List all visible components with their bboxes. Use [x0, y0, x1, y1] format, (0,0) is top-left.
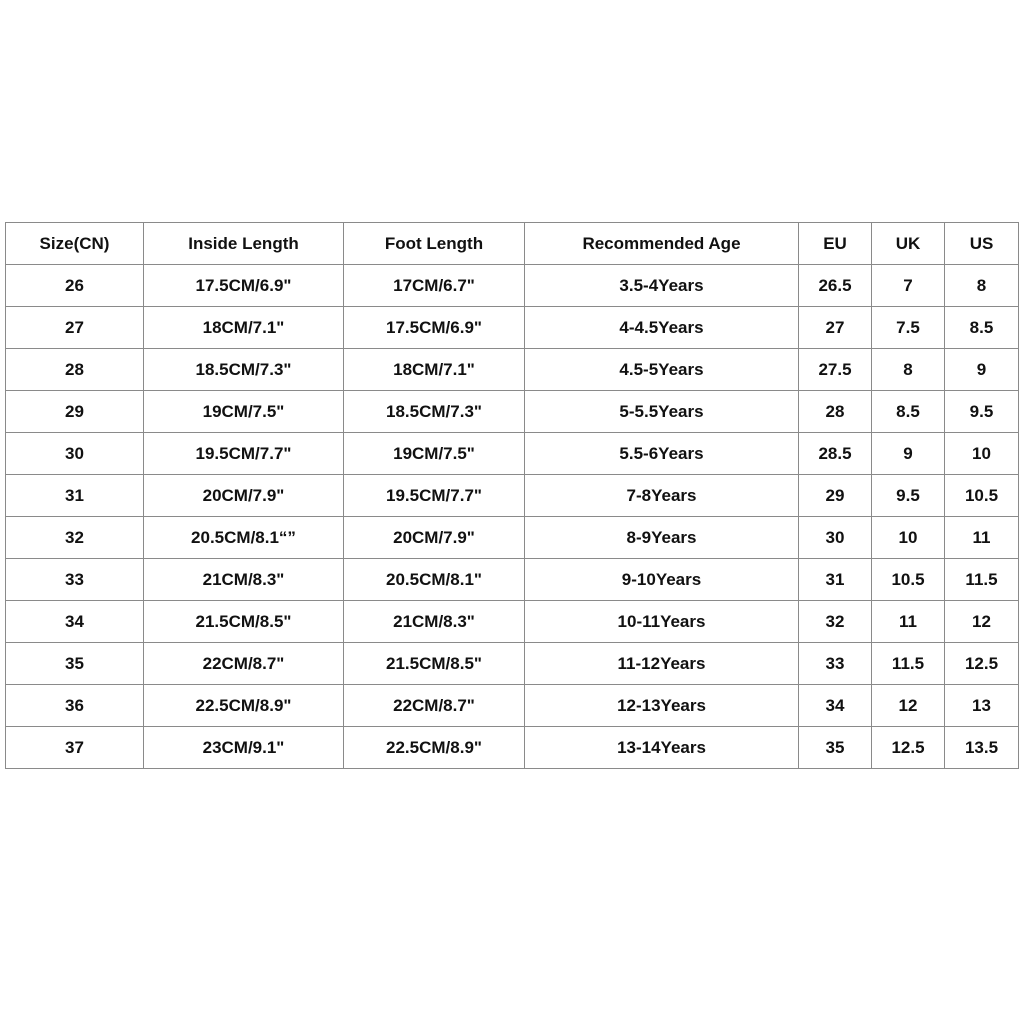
- cell-eu: 35: [799, 727, 872, 769]
- size-chart-body: [6, 265, 1019, 769]
- cell-size-cn: 33: [6, 559, 144, 601]
- header-foot-length: Foot Length: [344, 223, 525, 265]
- header-recommended-age: Recommended Age: [525, 223, 799, 265]
- cell-inside-length: 22.5CM/8.9": [144, 685, 344, 727]
- cell-eu: 33: [799, 643, 872, 685]
- size-chart-table: [5, 222, 1019, 769]
- cell-inside-length: 21.5CM/8.5": [144, 601, 344, 643]
- table-row: [6, 433, 1019, 475]
- cell-inside-length: 19.5CM/7.7": [144, 433, 344, 475]
- cell-uk: 10.5: [872, 559, 945, 601]
- cell-uk: 9: [872, 433, 945, 475]
- cell-foot-length: 21CM/8.3": [344, 601, 525, 643]
- table-row: [6, 307, 1019, 349]
- cell-inside-length: 19CM/7.5": [144, 391, 344, 433]
- cell-us: 13.5: [945, 727, 1019, 769]
- header-eu: EU: [799, 223, 872, 265]
- cell-inside-length: 22CM/8.7": [144, 643, 344, 685]
- cell-recommended-age: 10-11Years: [525, 601, 799, 643]
- cell-foot-length: 17.5CM/6.9": [344, 307, 525, 349]
- cell-us: 8: [945, 265, 1019, 307]
- cell-size-cn: 27: [6, 307, 144, 349]
- cell-eu: 26.5: [799, 265, 872, 307]
- cell-us: 12: [945, 601, 1019, 643]
- cell-uk: 12: [872, 685, 945, 727]
- cell-foot-length: 17CM/6.7": [344, 265, 525, 307]
- cell-uk: 7.5: [872, 307, 945, 349]
- cell-uk: 12.5: [872, 727, 945, 769]
- cell-eu: 30: [799, 517, 872, 559]
- table-row: [6, 601, 1019, 643]
- cell-inside-length: 18.5CM/7.3": [144, 349, 344, 391]
- cell-eu: 29: [799, 475, 872, 517]
- cell-recommended-age: 8-9Years: [525, 517, 799, 559]
- cell-size-cn: 28: [6, 349, 144, 391]
- table-row: [6, 559, 1019, 601]
- cell-recommended-age: 5.5-6Years: [525, 433, 799, 475]
- cell-uk: 9.5: [872, 475, 945, 517]
- cell-foot-length: 20CM/7.9": [344, 517, 525, 559]
- cell-recommended-age: 5-5.5Years: [525, 391, 799, 433]
- cell-size-cn: 36: [6, 685, 144, 727]
- cell-recommended-age: 11-12Years: [525, 643, 799, 685]
- cell-size-cn: 37: [6, 727, 144, 769]
- cell-inside-length: 17.5CM/6.9": [144, 265, 344, 307]
- table-row: [6, 727, 1019, 769]
- cell-size-cn: 29: [6, 391, 144, 433]
- cell-eu: 34: [799, 685, 872, 727]
- header-size-cn: Size(CN): [6, 223, 144, 265]
- cell-recommended-age: 3.5-4Years: [525, 265, 799, 307]
- cell-uk: 11.5: [872, 643, 945, 685]
- cell-us: 10.5: [945, 475, 1019, 517]
- cell-inside-length: 18CM/7.1": [144, 307, 344, 349]
- cell-foot-length: 22.5CM/8.9": [344, 727, 525, 769]
- table-header-row: [6, 223, 1019, 265]
- cell-recommended-age: 9-10Years: [525, 559, 799, 601]
- cell-eu: 27.5: [799, 349, 872, 391]
- cell-size-cn: 35: [6, 643, 144, 685]
- cell-us: 11: [945, 517, 1019, 559]
- cell-recommended-age: 4.5-5Years: [525, 349, 799, 391]
- table-row: [6, 517, 1019, 559]
- cell-foot-length: 19CM/7.5": [344, 433, 525, 475]
- cell-uk: 8: [872, 349, 945, 391]
- cell-foot-length: 22CM/8.7": [344, 685, 525, 727]
- cell-foot-length: 20.5CM/8.1": [344, 559, 525, 601]
- cell-us: 11.5: [945, 559, 1019, 601]
- cell-us: 9.5: [945, 391, 1019, 433]
- cell-uk: 11: [872, 601, 945, 643]
- table-row: [6, 685, 1019, 727]
- cell-foot-length: 18CM/7.1": [344, 349, 525, 391]
- cell-recommended-age: 12-13Years: [525, 685, 799, 727]
- cell-recommended-age: 7-8Years: [525, 475, 799, 517]
- cell-inside-length: 23CM/9.1": [144, 727, 344, 769]
- table-row: [6, 265, 1019, 307]
- header-inside-length: Inside Length: [144, 223, 344, 265]
- cell-uk: 10: [872, 517, 945, 559]
- cell-inside-length: 21CM/8.3": [144, 559, 344, 601]
- cell-uk: 8.5: [872, 391, 945, 433]
- cell-eu: 32: [799, 601, 872, 643]
- cell-us: 10: [945, 433, 1019, 475]
- header-us: US: [945, 223, 1019, 265]
- cell-uk: 7: [872, 265, 945, 307]
- cell-inside-length: 20CM/7.9": [144, 475, 344, 517]
- table-row: [6, 643, 1019, 685]
- cell-size-cn: 26: [6, 265, 144, 307]
- cell-inside-length: 20.5CM/8.1“”: [144, 517, 344, 559]
- cell-eu: 31: [799, 559, 872, 601]
- cell-size-cn: 32: [6, 517, 144, 559]
- table-row: [6, 349, 1019, 391]
- cell-us: 8.5: [945, 307, 1019, 349]
- table-row: [6, 391, 1019, 433]
- cell-eu: 27: [799, 307, 872, 349]
- cell-us: 13: [945, 685, 1019, 727]
- table-row: [6, 475, 1019, 517]
- cell-foot-length: 18.5CM/7.3": [344, 391, 525, 433]
- cell-us: 9: [945, 349, 1019, 391]
- cell-eu: 28.5: [799, 433, 872, 475]
- cell-eu: 28: [799, 391, 872, 433]
- cell-us: 12.5: [945, 643, 1019, 685]
- cell-recommended-age: 4-4.5Years: [525, 307, 799, 349]
- cell-foot-length: 21.5CM/8.5": [344, 643, 525, 685]
- cell-size-cn: 30: [6, 433, 144, 475]
- cell-size-cn: 31: [6, 475, 144, 517]
- cell-size-cn: 34: [6, 601, 144, 643]
- header-uk: UK: [872, 223, 945, 265]
- cell-recommended-age: 13-14Years: [525, 727, 799, 769]
- cell-foot-length: 19.5CM/7.7": [344, 475, 525, 517]
